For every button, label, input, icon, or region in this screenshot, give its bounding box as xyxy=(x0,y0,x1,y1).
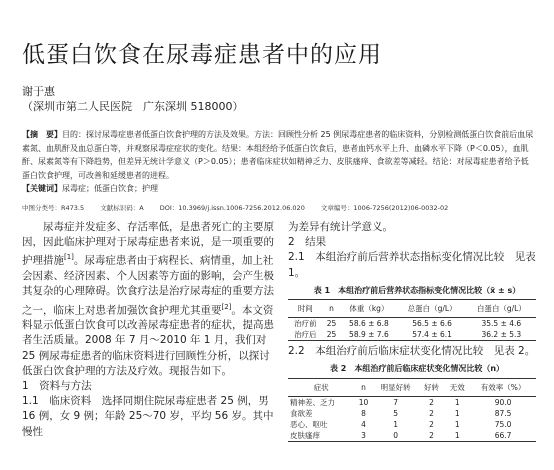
table-cell: 0 xyxy=(373,430,419,442)
table-cell: 57.4 ± 6.1 xyxy=(397,329,466,341)
author-name: 谢于惠 xyxy=(22,85,55,98)
article-meta xyxy=(22,203,542,212)
table-cell: 36.2 ± 5.3 xyxy=(467,329,536,341)
subsection-1-1: 1.1 临床资料 选择同期住院尿毒症患者 25 例，男 16 例，女 9 例；年龄 25～70 岁，平均 56 岁。其中慢性 xyxy=(22,395,274,438)
table-row xyxy=(288,419,536,430)
table-row xyxy=(288,329,536,341)
continued-line: 为差异有统计学意义。 xyxy=(288,221,393,233)
article-title: 低蛋白饮食在尿毒症患者中的应用 xyxy=(22,42,382,68)
table-cell: 1 xyxy=(454,397,460,407)
table-cell: 10 xyxy=(358,397,369,407)
intro-text-3: 。本文资料显示低蛋白饮食可以改善尿毒症患者的症状，提高患者生活质量。2008 年 7 月～2010 年 1 月，我们对 25 例尿毒症患者的临床资料进行回顾性分析，以探讨低蛋白饮食护理的方法及疗效。现报告如下。 xyxy=(22,304,274,377)
citation-1: [1] xyxy=(64,253,74,262)
table1-header: 体重（kg） xyxy=(340,300,397,318)
table2-header: 好转 xyxy=(419,378,445,396)
abstract-label: 【摘 要】 xyxy=(22,130,62,139)
citation-2: [2] xyxy=(221,302,232,311)
table-cell: 3 xyxy=(354,430,372,442)
keywords-text: 尿毒症；低蛋白饮食；护理 xyxy=(62,184,158,193)
clc-number: 中图分类号：R473.5 xyxy=(22,204,85,212)
intro-paragraph xyxy=(22,220,274,379)
author-affiliation: （深圳市第二人民医院 广东深圳 518000） xyxy=(22,100,244,113)
table-cell: 治疗前 xyxy=(294,319,317,329)
table-cell: 1 xyxy=(454,419,460,429)
abstract-paragraph xyxy=(22,128,534,182)
table-cell: 精神差、乏力 xyxy=(290,397,335,407)
table-cell: 2 xyxy=(429,419,434,429)
table-cell: 7 xyxy=(393,397,399,407)
table2-header: n xyxy=(354,378,372,396)
document-code: 文献标识码：A xyxy=(100,204,144,212)
table2-header: 无效 xyxy=(444,378,470,396)
table-cell: 恶心、呕吐 xyxy=(290,419,328,429)
right-column xyxy=(288,220,546,442)
article-number: 文章编号：1006-7256(2012)06-0032-02 xyxy=(320,204,449,212)
abstract-block xyxy=(22,128,534,196)
table-cell: 食欲差 xyxy=(290,408,313,418)
doi: DOI：10.3969/j.issn.1006-7256.2012.06.020 xyxy=(159,204,305,212)
table1-caption: 表 1 本组治疗前后营养状态指标变化情况比较（x̄ ± s） xyxy=(313,285,521,295)
table1-header: 白蛋白（g/L） xyxy=(467,300,536,318)
table1-header: 总蛋白（g/L） xyxy=(397,300,466,318)
table-row xyxy=(288,396,536,408)
table-cell: 58.6 ± 6.8 xyxy=(349,319,389,329)
table-row xyxy=(288,430,536,442)
section-heading-2: 2 结果 xyxy=(288,236,327,249)
table-cell: 1 xyxy=(444,430,470,442)
table-row xyxy=(288,318,536,330)
abstract-text: 目的：探讨尿毒症患者低蛋白饮食护理的方法及效果。方法：回顾性分析 25 例尿毒症患者的临床资料，分别检测低蛋白饮食前后血尿素氮、血肌酐及血总蛋白等，并观察尿毒症症状的变化。结果：本组经给予低蛋白饮食后，患者血钙水平上升、血磷水平下降（P＜0.05），血肌酐、尿素氮等有下降趋势，但差异无统计学意义（P＞0.05）；患者临床症状如精神乏力、皮肤瘙痒、食欲差等减轻。结论：对尿毒症患者给予低蛋白饮食护理，可改善和延缓患者的进程。 xyxy=(22,130,534,180)
table-cell: 2 xyxy=(429,397,434,407)
left-column xyxy=(22,220,274,440)
table-cell: 1 xyxy=(393,419,399,429)
table-cell: 56.5 ± 6.6 xyxy=(412,319,452,329)
table2-header: 明显好转 xyxy=(373,378,419,396)
table2-caption: 表 2 本组治疗前后临床症状变化情况比较（n） xyxy=(329,364,505,374)
section-heading-1: 1 资料与方法 xyxy=(22,380,92,393)
intro-text-1: 尿毒症并发症多、存活率低，是患者死亡的主要原因，因此临床护理对于尿毒症患者来说，是一项重要的护理措施 xyxy=(22,221,274,267)
table-cell: 90.0 xyxy=(494,397,512,407)
table-cell: 66.7 xyxy=(470,430,536,442)
table-cell: 75.0 xyxy=(494,419,512,429)
table-cell: 5 xyxy=(393,408,399,418)
table-cell: 2 xyxy=(419,430,445,442)
table-cell: 25 xyxy=(323,329,341,341)
table2-header: 有效率（%） xyxy=(470,378,536,396)
table-cell: 35.5 ± 4.6 xyxy=(481,319,522,329)
table2-header: 症状 xyxy=(288,378,354,396)
table1-header: 时间 xyxy=(288,300,323,318)
table-cell: 2 xyxy=(429,408,434,418)
table-cell: 治疗后 xyxy=(288,329,323,341)
table-cell: 58.9 ± 7.6 xyxy=(340,329,397,341)
table-row xyxy=(288,408,536,419)
intro-text-2: 。尿毒症患者由于病程长、病情重，加上社会因素、经济因素、个人因素等方面的影响，会产生极其复杂的心理障碍。饮食疗法是治疗尿毒症的重要方法之一，临床上对患者加强饮食护理尤其重要 xyxy=(22,254,274,317)
table-cell: 1 xyxy=(454,408,460,418)
table-cell: 4 xyxy=(361,419,366,429)
keywords-paragraph xyxy=(22,182,534,196)
subsection-2-1: 2.1 本组治疗前后营养状态指标变化情况比较 见表 1。 xyxy=(288,251,536,279)
table1-header: n xyxy=(323,300,341,318)
table-cell: 87.5 xyxy=(494,408,512,418)
table-cell: 8 xyxy=(361,408,366,418)
keywords-label: 【关键词】 xyxy=(22,184,62,193)
table-cell: 25 xyxy=(326,319,337,329)
table-cell: 皮肤瘙痒 xyxy=(288,430,354,442)
table1 xyxy=(288,299,536,341)
subsection-2-2: 2.2 本组治疗前后临床症状变化情况比较 见表 2。 xyxy=(288,345,536,358)
table2 xyxy=(288,378,536,442)
